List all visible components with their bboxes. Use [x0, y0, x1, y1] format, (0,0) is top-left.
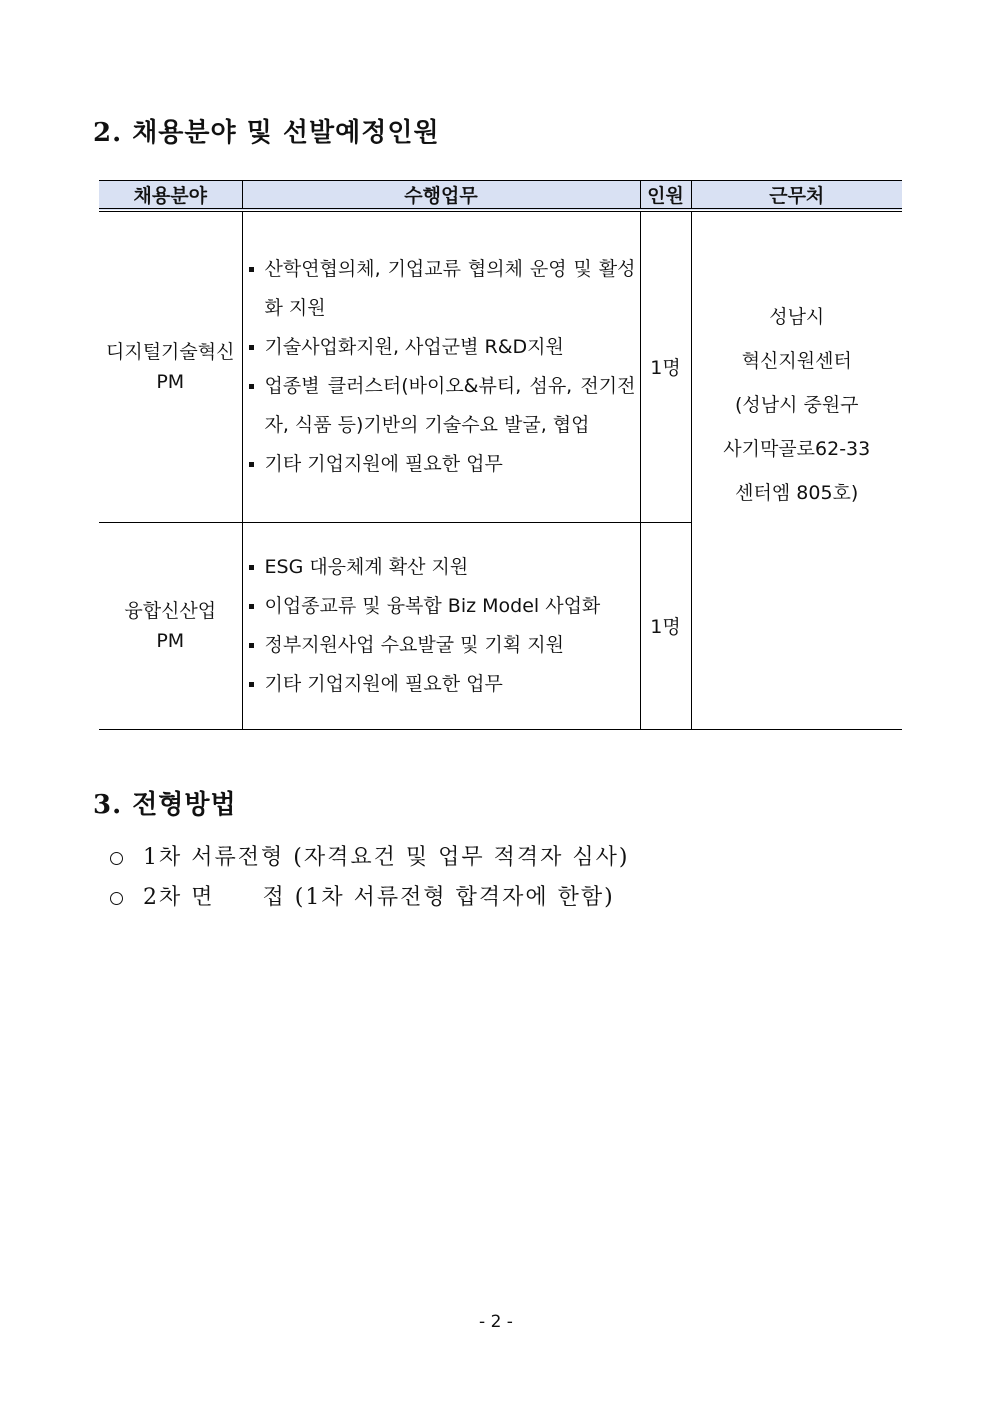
location-line: 센터엠 805호): [735, 482, 859, 505]
field-suffix: PM: [156, 370, 185, 393]
header-field: 채용분야: [99, 181, 242, 211]
list-item: 기술사업화지원, 사업군별 R&D지원: [249, 328, 636, 367]
duties-cell: [242, 522, 640, 729]
selection-method-list: [110, 838, 629, 918]
circle-bullet-icon: [110, 852, 123, 865]
header-location: 근무처: [691, 181, 902, 211]
header-count: 인원: [640, 181, 691, 211]
header-duties: 수행업무: [242, 181, 640, 211]
page-number: - 2 -: [479, 1312, 513, 1332]
field-cell: [99, 210, 242, 522]
location-line: 성남시: [769, 306, 825, 329]
field-cell: [99, 522, 242, 729]
table-header-row: [99, 181, 902, 211]
list-item: [110, 878, 629, 918]
method-text: 2차 면 접 (1차 서류전형 합격자에 한함): [143, 885, 615, 910]
field-suffix: PM: [156, 629, 185, 652]
table-row: [99, 210, 902, 522]
list-item: 산학연협의체, 기업교류 협의체 운영 및 활성화 지원: [249, 250, 636, 328]
field-name: 융합신산업: [124, 599, 217, 622]
list-item: ESG 대응체계 확산 지원: [249, 548, 636, 587]
list-item: 업종별 클러스터(바이오&뷰티, 섬유, 전기전자, 식품 등)기반의 기술수요 발굴, 협업: [249, 367, 636, 445]
duties-cell: [242, 210, 640, 522]
circle-bullet-icon: [110, 892, 123, 905]
field-name: 디지털기술혁신: [106, 340, 235, 363]
section-2-heading: 2. 채용분야 및 선발예정인원: [93, 118, 440, 148]
list-item: 정부지원사업 수요발굴 및 기획 지원: [249, 626, 636, 665]
location-cell: [691, 210, 902, 729]
method-text: 1차 서류전형 (자격요건 및 업무 적격자 심사): [143, 845, 630, 870]
location-line: 사기막골로62-33: [723, 438, 871, 461]
location-line: (성남시 중원구: [734, 394, 859, 417]
count-cell: 1명: [640, 210, 691, 522]
list-item: 기타 기업지원에 필요한 업무: [249, 445, 636, 484]
list-item: 이업종교류 및 융복합 Biz Model 사업화: [249, 587, 636, 626]
duties-list: [243, 250, 640, 484]
location-line: 혁신지원센터: [741, 350, 852, 373]
section-3-heading: 3. 전형방법: [93, 790, 237, 820]
list-item: [110, 838, 629, 878]
list-item: 기타 기업지원에 필요한 업무: [249, 665, 636, 704]
count-cell: 1명: [640, 522, 691, 729]
duties-list: [243, 548, 640, 704]
recruitment-table: [99, 180, 902, 730]
